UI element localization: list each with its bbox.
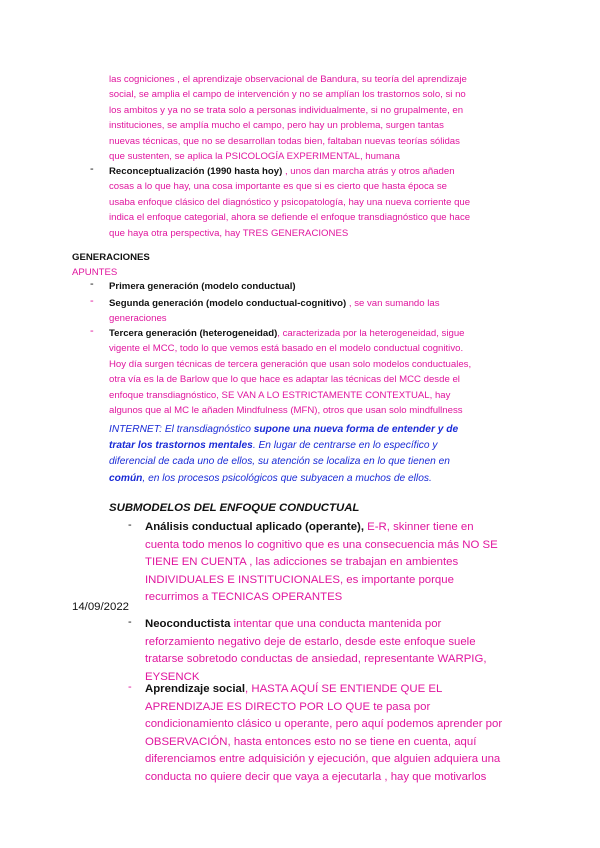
reconceptualizacion-item — [109, 164, 549, 241]
generacion-line: generaciones — [109, 313, 167, 325]
bullet-dash: - — [90, 325, 94, 337]
generacion-line: Hoy día surgen técnicas de tercera generación que usan solo modelos conductuales, — [109, 358, 472, 370]
submodelo-line: TIENE EN CUENTA , las adicciones se trabajan en ambientes — [145, 556, 459, 569]
generacion-line: algunos que al MC le añaden Mindfulness (MFN), otros que usan solo mindfullness — [109, 405, 463, 417]
generacion-title: Tercera generación (heterogeneidad) — [109, 328, 278, 339]
quote-text: . En lugar de centrarse en lo específico y — [252, 440, 438, 452]
submodelo-text: , HASTA AQUÍ SE ENTIENDE QUE EL — [245, 683, 443, 695]
submodelo-title: Análisis conductual aplicado (operante), — [145, 521, 364, 533]
generacion-item — [109, 279, 549, 294]
bullet-dash: - — [90, 163, 94, 175]
submodelo-line: OBSERVACIÓN, hasta entonces esto no se tiene en cuenta, aquí — [145, 735, 477, 748]
reconceptualizacion-line: usaba enfoque clásico del diagnóstico y psicopatología, hay una nueva corriente que — [109, 196, 471, 208]
submodelo-line: condicionamiento clásico u operante, pero aquí podemos aprender por — [145, 718, 503, 731]
generaciones-section — [72, 250, 150, 281]
submodelo-title: Neoconductista — [145, 618, 231, 630]
submodelo-title: Aprendizaje social — [145, 683, 246, 695]
intro-line: que sustenten, se aplica la PSICOLOGÍA EXPERIMENTAL, humana — [109, 151, 400, 163]
submodelo-item — [145, 681, 590, 787]
apuntes-label: APUNTES — [72, 267, 118, 279]
generacion-item — [109, 296, 549, 327]
reconceptualizacion-line: indica el enfoque categorial, ahora se defiende el enfoque transdiagnóstico que hace — [109, 212, 471, 224]
submodelo-item — [145, 519, 585, 607]
generacion-title: Primera generación (modelo conductual) — [109, 281, 296, 292]
quote-text: El transdiagnóstico — [162, 424, 254, 435]
generacion-text: , se van sumando las — [346, 298, 440, 309]
intro-line: social, se amplia el campo de intervención y no se amplían los trastornos solo, si no — [109, 89, 466, 101]
submodelo-line: reforzamiento negativo deje de estarlo, desde este enfoque suele — [145, 635, 476, 648]
date-label: 14/09/2022 — [72, 601, 130, 613]
submodelo-line: APRENDIZAJE ES DIRECTO POR LO QUE te pasa por — [145, 700, 431, 713]
bullet-dash: - — [90, 295, 94, 307]
quote-label: INTERNET: — [109, 424, 163, 435]
submodelos-heading — [109, 500, 359, 518]
submodelo-line: cuenta todo menos lo cognitivo que es una consecuencia más NO SE — [145, 538, 498, 551]
generacion-line: otra vía es la de Barlow que lo que hace es adaptar las técnicas del MCC desde el — [109, 374, 460, 386]
submodelo-line: EYSENCK — [145, 670, 200, 683]
submodelo-text: intentar que una conducta mantenida por — [230, 618, 442, 630]
intro-line: instituciones, se amplía mucho el campo, pero hay un problema, surgen tantas — [109, 120, 444, 132]
submodelo-line: conducta no quiere decir que vaya a ejecutarla , hay que motivarlos — [145, 770, 487, 783]
generacion-line: enfoque transdiagnóstico, SE VAN A LO ESTRICTAMENTE CONTEXTUAL, hay — [109, 389, 451, 401]
quote-emphasis: común — [109, 472, 143, 484]
generacion-line: vigente el MCC, todo lo que vemos está basado en el modelo conductual cognitivo. — [109, 343, 464, 355]
submodelo-line: diferenciamos entre adquisición y ejecución, que alguien adquiera una — [145, 753, 501, 766]
submodelo-text: E-R, skinner tiene en — [364, 521, 474, 533]
reconceptualizacion-text: , unos dan marcha atrás y otros añaden — [282, 166, 455, 177]
internet-quote — [109, 422, 559, 487]
intro-line: las cogniciones , el aprendizaje observacional de Bandura, su teoría del aprendizaje — [109, 74, 467, 85]
submodelo-item — [145, 616, 585, 686]
quote-text: diferencial de cada uno de ellos, su atención se localiza en lo que tienen en — [109, 456, 450, 468]
reconceptualizacion-line: cosas a lo que hay, una cosa importante es que si es cierto que hasta época se — [109, 181, 447, 193]
bullet-dash: - — [90, 278, 94, 290]
generacion-text: , caracterizada por la heterogeneidad, sigue — [277, 328, 465, 339]
bullet-dash: - — [128, 616, 132, 628]
submodelo-line: tratarse sobretodo conductas de ansiedad, representante WARPIG, — [145, 653, 487, 666]
generacion-title: Segunda generación (modelo conductual-cognitivo) — [109, 298, 347, 309]
generaciones-heading: GENERACIONES — [72, 252, 150, 263]
quote-text: , en los procesos psicológicos que subyacen a muchos de ellos. — [142, 472, 432, 484]
quote-emphasis: supone una nueva forma de entender y de — [253, 424, 459, 435]
reconceptualizacion-line: que haya otra perspectiva, hay TRES GENERACIONES — [109, 227, 349, 239]
submodelo-line: recurrimos a TECNICAS OPERANTES — [145, 591, 343, 604]
bullet-dash: - — [128, 681, 132, 693]
intro-line: nuevas técnicas, que no se desarrollan todas bien, faltaban nuevas teorías sólidas — [109, 135, 460, 147]
intro-paragraph — [109, 72, 549, 164]
quote-emphasis: tratar los trastornos mentales — [109, 440, 253, 452]
submodelo-line: INDIVIDUALES E INSTITUCIONALES, es importante porque — [145, 573, 454, 586]
reconceptualizacion-title: Reconceptualización (1990 hasta hoy) — [109, 166, 283, 177]
generacion-item — [109, 326, 549, 418]
submodelos-title: SUBMODELOS DEL ENFOQUE CONDUCTUAL — [109, 502, 360, 514]
intro-line: los ambitos y ya no se trata solo a personas individualmente, si no grupalmente, en — [109, 104, 464, 116]
bullet-dash: - — [128, 519, 132, 531]
